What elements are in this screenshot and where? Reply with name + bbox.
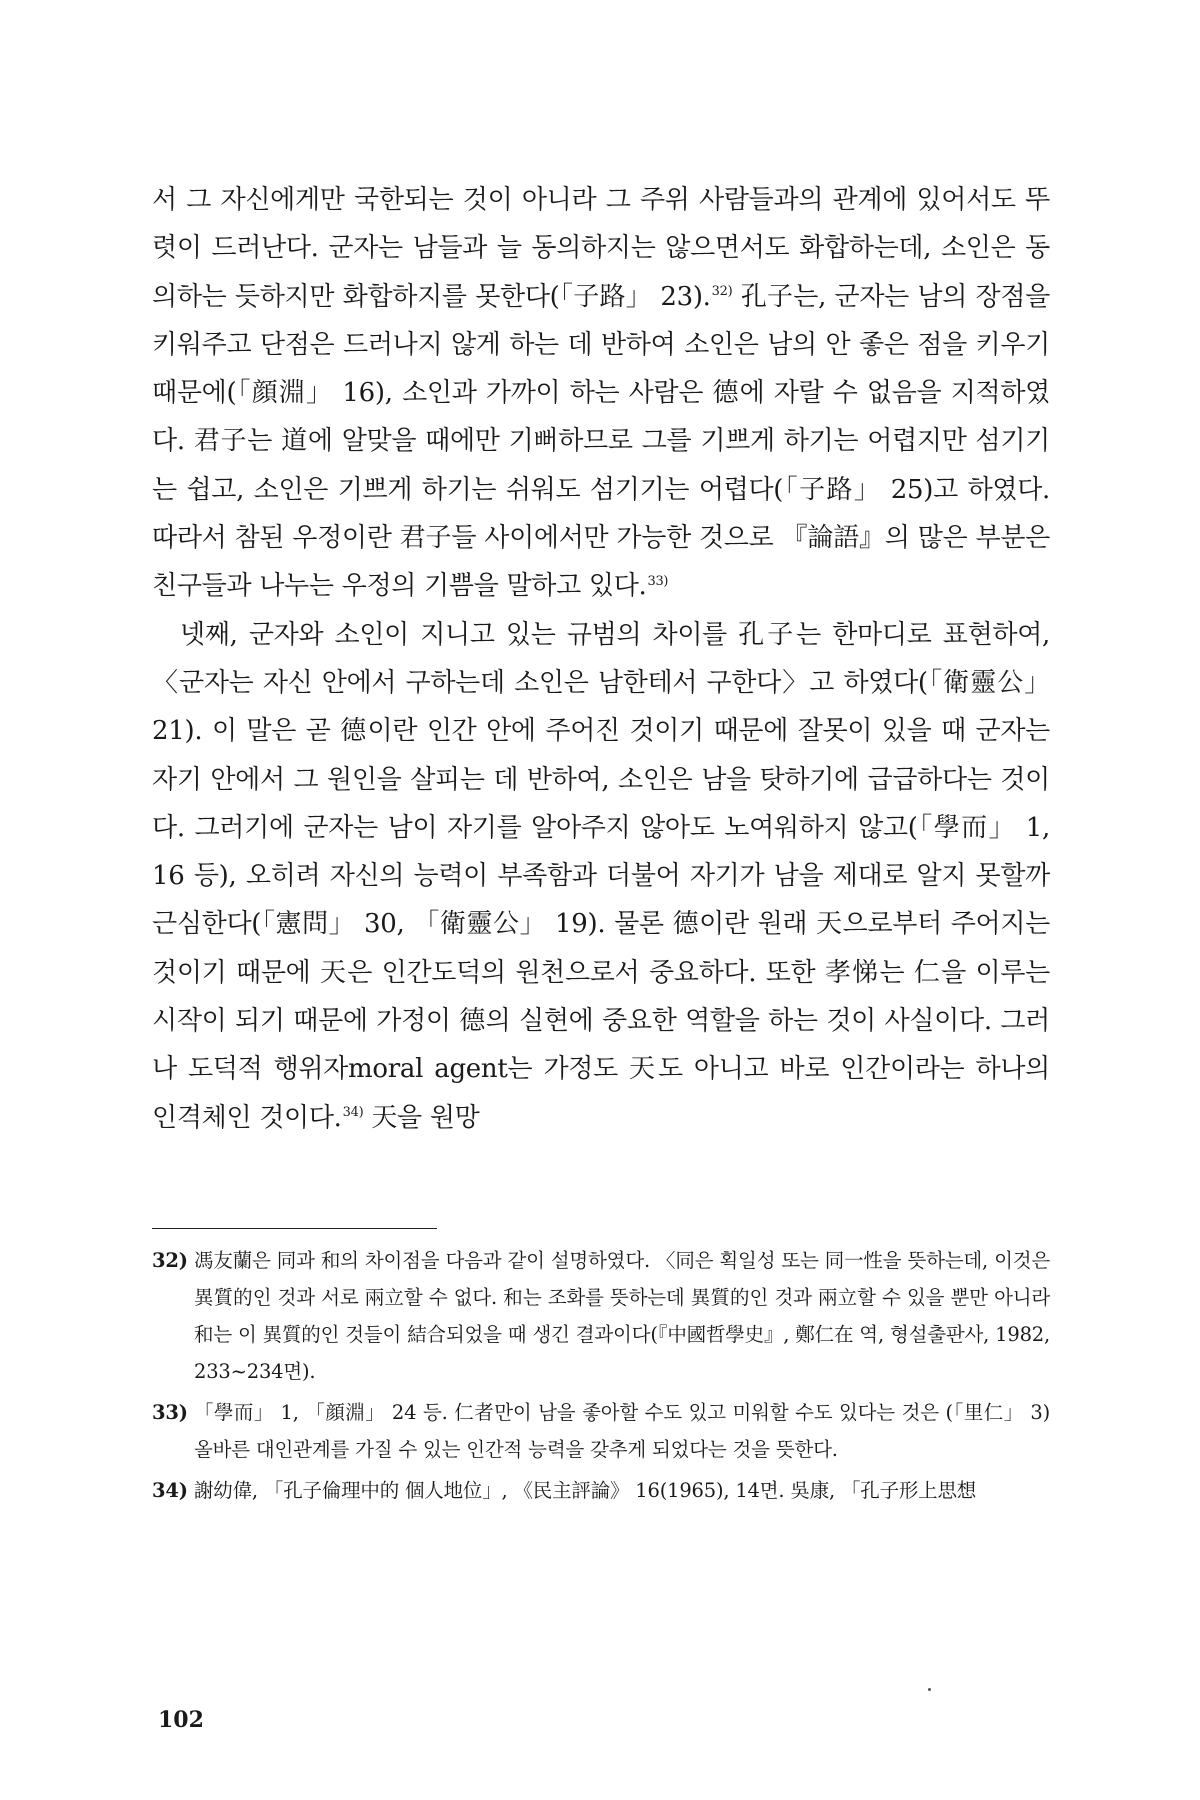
footnote-ref-33[interactable]: 33) xyxy=(647,573,669,589)
footnote-33 xyxy=(152,1394,1050,1468)
scan-speck xyxy=(928,1688,931,1691)
footnote-text: 謝幼偉, 「孔子倫理中的 個人地位」, 《民主評論》 16(1965), 14면. 吳康, 「孔子形上思想 xyxy=(194,1479,977,1502)
footnote-number: 33) xyxy=(152,1401,188,1424)
footnote-32 xyxy=(152,1242,1050,1390)
footnote-text: 「學而」 1, 「顔淵」 24 등. 仁者만이 남을 좋아할 수도 있고 미워할 수도 있다는 것은 (「里仁」 3) 올바른 대인관계를 가질 수 있는 인간적 능력을 갖추게 되었다는 것을 뜻한다. xyxy=(194,1401,1050,1461)
footnote-text: 馮友蘭은 同과 和의 차이점을 다음과 같이 설명하였다. 〈同은 획일성 또는 同一性을 뜻하는데, 이것은 異質的인 것과 서로 兩立할 수 없다. 和는 조화를 뜻하는데 異質的인 것과 兩立할 수 있을 뿐만 아니라 和는 이 異質的인 것들이 結合되었을 때 생긴 결과이다(『中國哲學史』, 鄭仁在 역, 형설출판사, 1982, 233~234면). xyxy=(194,1249,1050,1383)
text-run: 天을 원망 xyxy=(363,1102,480,1133)
footnote-34 xyxy=(152,1472,1050,1509)
footnotes xyxy=(152,1242,1050,1513)
paragraph-1 xyxy=(152,176,1050,611)
text-run: 넷째, 군자와 소인이 지니고 있는 규범의 차이를 孔子는 한마디로 표현하여, 〈군자는 자신 안에서 구하는데 소인은 남한테서 구한다〉고 하였다(「衛靈公」 21). 이 말은 곧 德이란 인간 안에 주어진 것이기 때문에 잘못이 있을 때 군자는 자기 안에서 그 원인을 살피는 데 반하여, 소인은 남을 탓하기에 급급하다는 것이다. 그러기에 군자는 남이 자기를 알아주지 않아도 노여워하지 않고(「學而」 1, 16 등), 오히려 자신의 능력이 부족함과 더불어 자기가 남을 제대로 알지 못할까 근심한다(「憲問」 30, 「衛靈公」 19). 물론 德이란 원래 天으로부터 주어지는 것이기 때문에 天은 인간도덕의 원천으로서 중요하다. 또한 孝悌는 仁을 이루는 시작이 되기 때문에 가정이 德의 실현에 중요한 역할을 하는 것이 사실이다. 그러나 도덕적 행위자moral agent는 가정도 天도 아니고 바로 인간이라는 하나의 인격체인 것이다. xyxy=(152,619,1050,1133)
page-number: 102 xyxy=(158,1707,204,1733)
text-run: 서 그 자신에게만 국한되는 것이 아니라 그 주위 사람들과의 관계에 있어서도 뚜렷이 드러난다. 군자는 남들과 늘 동의하지는 않으면서도 화합하는데, 소인은 동의하는 듯하지만 화합하지를 못한다(「子路」 23). xyxy=(152,185,1050,312)
body-text xyxy=(152,176,1050,1142)
footnote-number: 32) xyxy=(152,1249,188,1272)
footnote-ref-34[interactable]: 34) xyxy=(342,1104,364,1120)
footnote-number: 34) xyxy=(152,1479,188,1502)
paragraph-2 xyxy=(152,611,1050,1142)
text-run: 孔子는, 군자는 남의 장점을 키워주고 단점은 드러나지 않게 하는 데 반하여 소인은 남의 안 좋은 점을 키우기 때문에(「顔淵」 16), 소인과 가까이 하는 사람은 德에 자랄 수 없음을 지적하였다. 君子는 道에 알맞을 때에만 기뻐하므로 그를 기쁘게 하기는 어렵지만 섬기기는 쉽고, 소인은 기쁘게 하기는 쉬워도 섬기기는 어렵다(「子路」 25)고 하였다. 따라서 참된 우정이란 君子들 사이에서만 가능한 것으로 『論語』의 많은 부분은 친구들과 나누는 우정의 기쁨을 말하고 있다. xyxy=(152,281,1050,602)
footnote-divider xyxy=(152,1228,437,1229)
footnote-ref-32[interactable]: 32) xyxy=(711,283,733,299)
